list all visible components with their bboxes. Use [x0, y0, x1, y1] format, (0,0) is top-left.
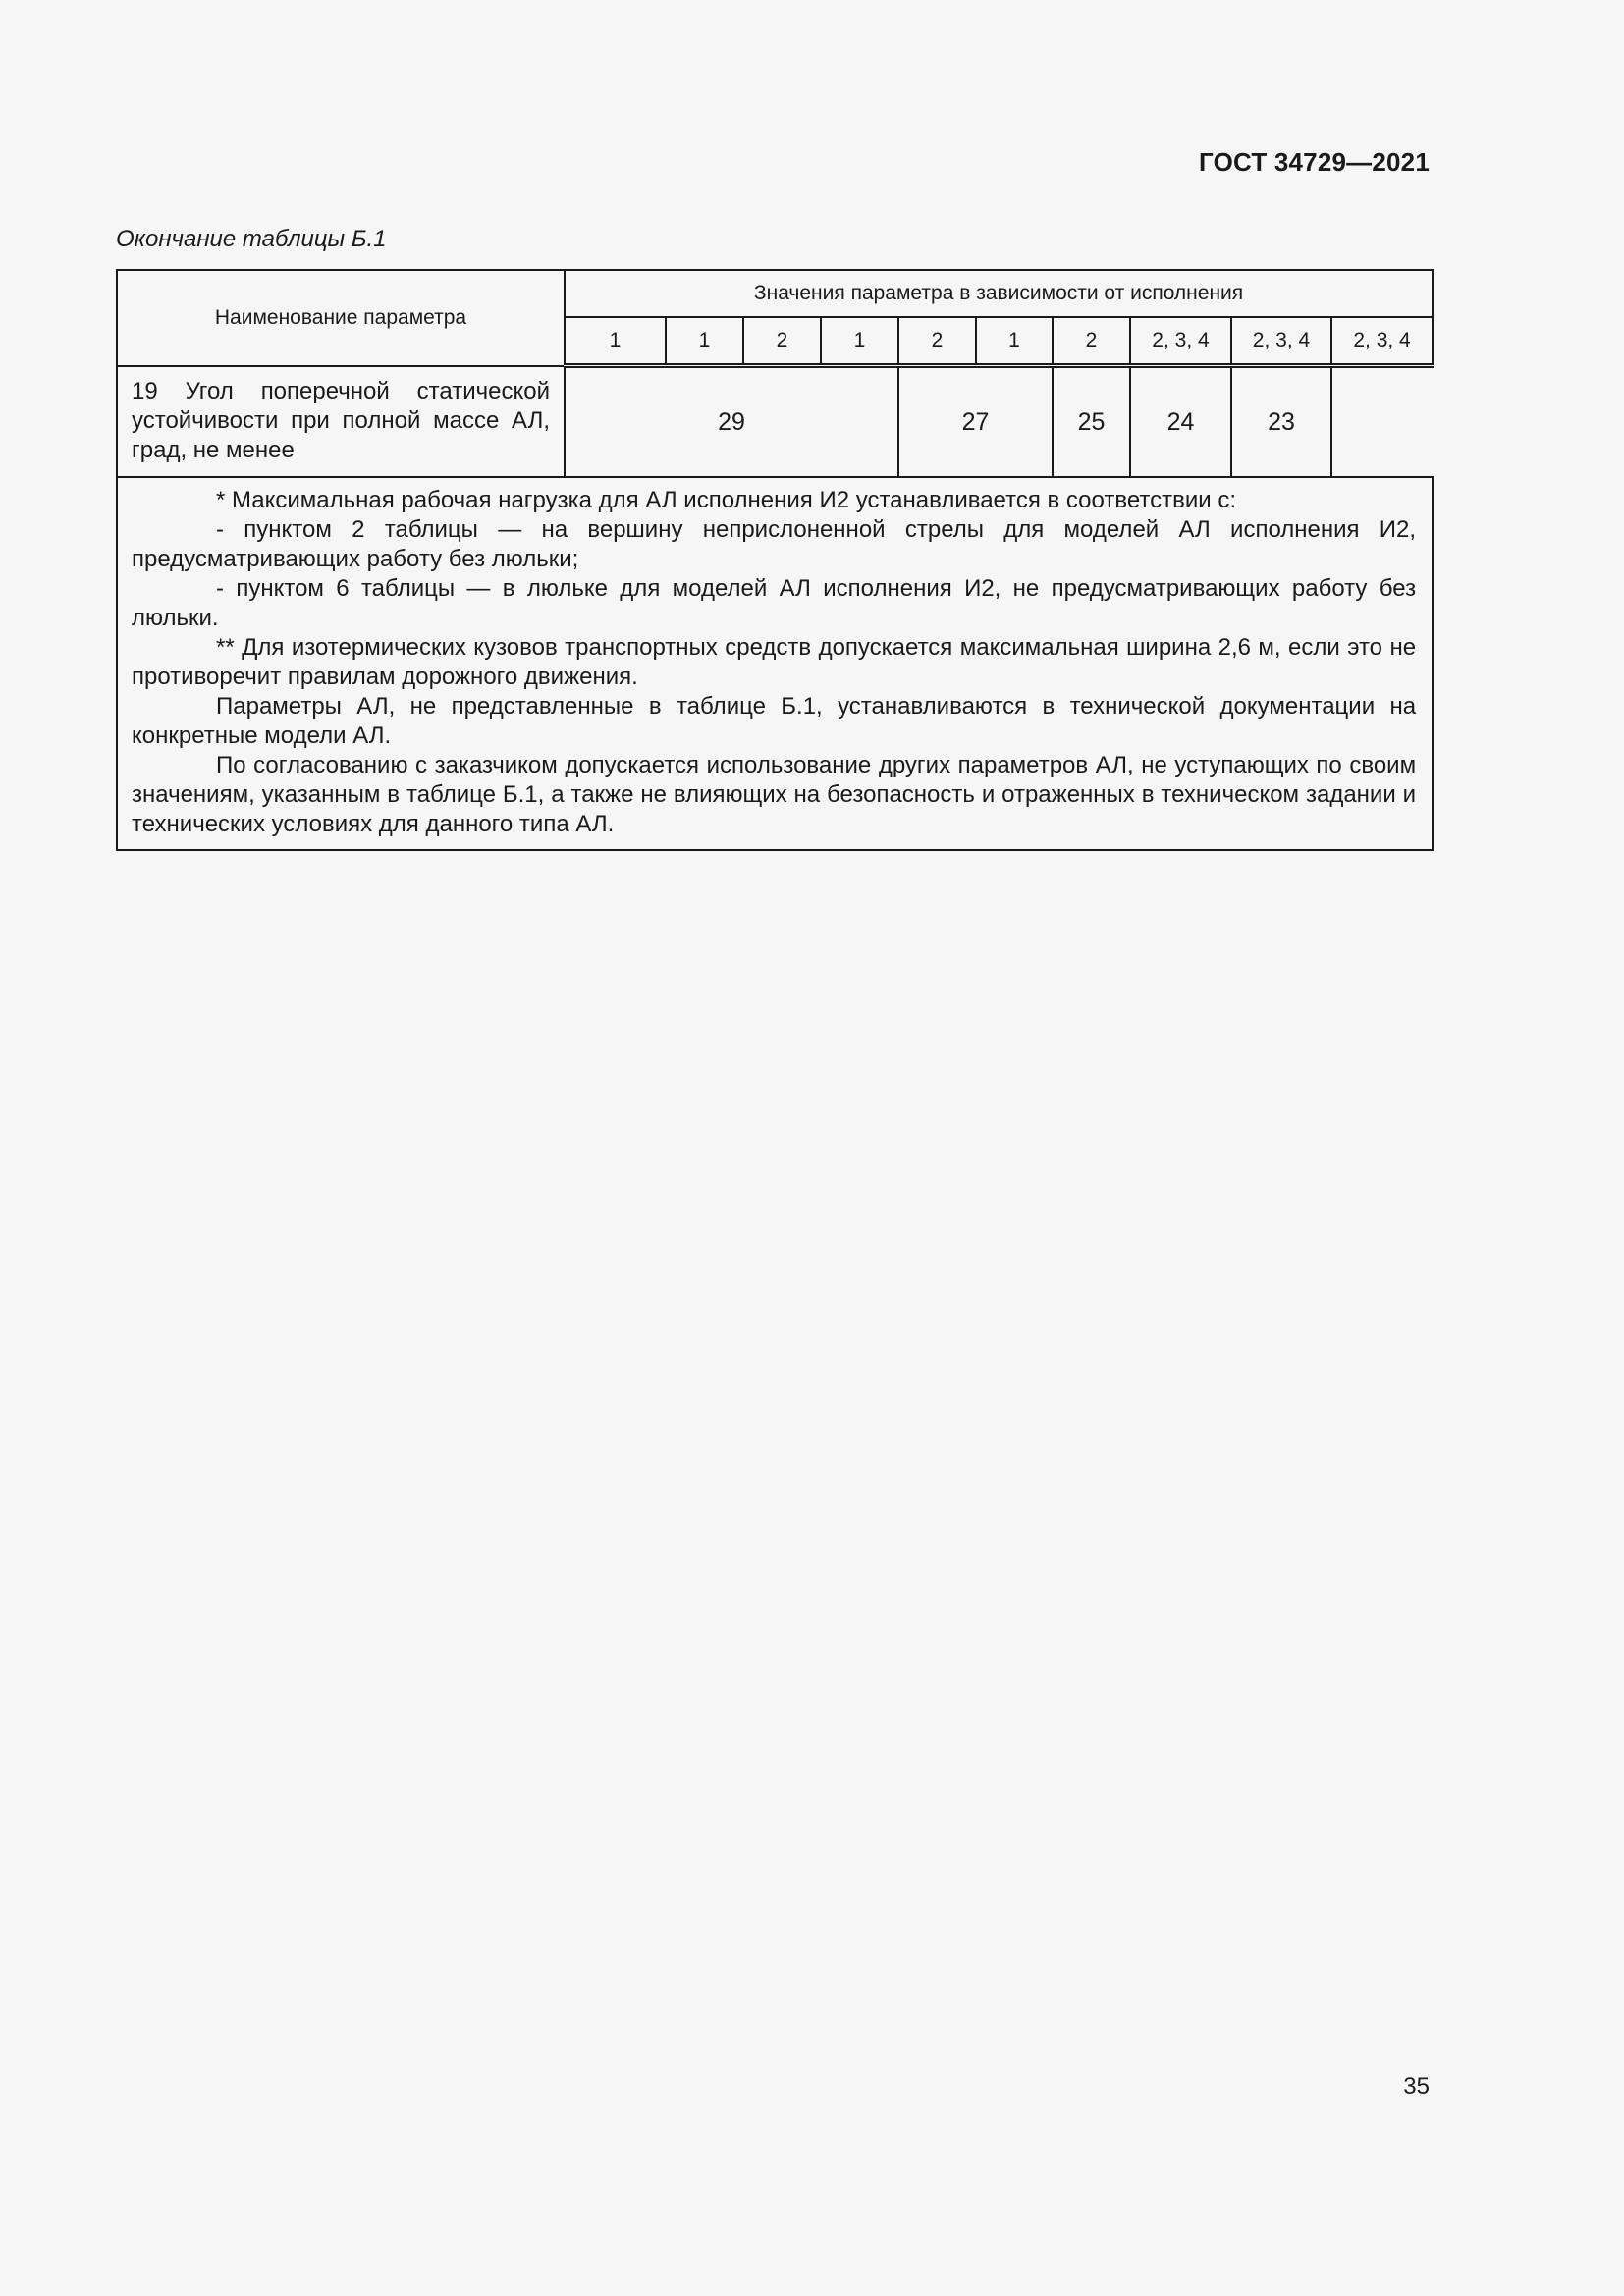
document-code: ГОСТ 34729—2021 — [1199, 147, 1430, 177]
subheader-cell: 1 — [565, 317, 666, 366]
note-paragraph: ** Для изотермических кузовов транспортных средств допускается максимальная ширина 2,6 м, если это не противоречит правилам дорожного движения. — [132, 634, 1417, 690]
parameters-table — [116, 269, 1434, 851]
note-paragraph: * Максимальная рабочая нагрузка для АЛ исполнения И2 устанавливается в соответствии с: — [216, 487, 1236, 513]
subheader-cell: 2, 3, 4 — [1130, 317, 1231, 366]
note-paragraph: - пунктом 6 таблицы — в люльке для моделей АЛ исполнения И2, не предусматривающих работу без люльки. — [132, 575, 1417, 631]
value-cell: 29 — [565, 366, 898, 478]
note-paragraph: - пунктом 2 таблицы — на вершину неприслоненной стрелы для моделей АЛ исполнения И2, предусматривающих работу без люльки; — [132, 516, 1417, 572]
subheader-cell: 2, 3, 4 — [1331, 317, 1433, 366]
value-cell: 25 — [1053, 366, 1130, 478]
table-notes-row — [117, 477, 1433, 850]
subheader-cell: 2 — [1053, 317, 1130, 366]
param-name-header: Наименование параметра — [117, 270, 565, 366]
page-number: 35 — [1403, 2073, 1430, 2100]
subheader-cell: 2 — [898, 317, 976, 366]
notes-cell — [117, 477, 1433, 850]
subheader-cell: 1 — [666, 317, 743, 366]
subheader-cell: 1 — [821, 317, 898, 366]
subheader-cell: 2 — [743, 317, 821, 366]
values-group-header: Значения параметра в зависимости от исполнения — [565, 270, 1433, 317]
value-cell: 24 — [1130, 366, 1231, 478]
note-paragraph: По согласованию с заказчиком допускается использование других параметров АЛ, не уступающих по своим значениям, указанным в таблице Б.1, а также не влияющих на безопасность и отраженных в техническом задании и технических условиях для данного типа АЛ. — [132, 752, 1417, 837]
table-row — [117, 366, 1433, 478]
subheader-cell: 1 — [976, 317, 1053, 366]
value-cell: 23 — [1231, 366, 1331, 478]
subheader-cell: 2, 3, 4 — [1231, 317, 1331, 366]
param-name-cell: 19 Угол поперечной статической устойчивости при полной массе АЛ, град, не менее — [117, 366, 565, 478]
value-cell: 27 — [898, 366, 1053, 478]
note-paragraph: Параметры АЛ, не представленные в таблице Б.1, устанавливаются в технической документации на конкретные модели АЛ. — [132, 693, 1417, 749]
table-header-row — [117, 270, 1433, 317]
table-caption: Окончание таблицы Б.1 — [116, 226, 387, 252]
